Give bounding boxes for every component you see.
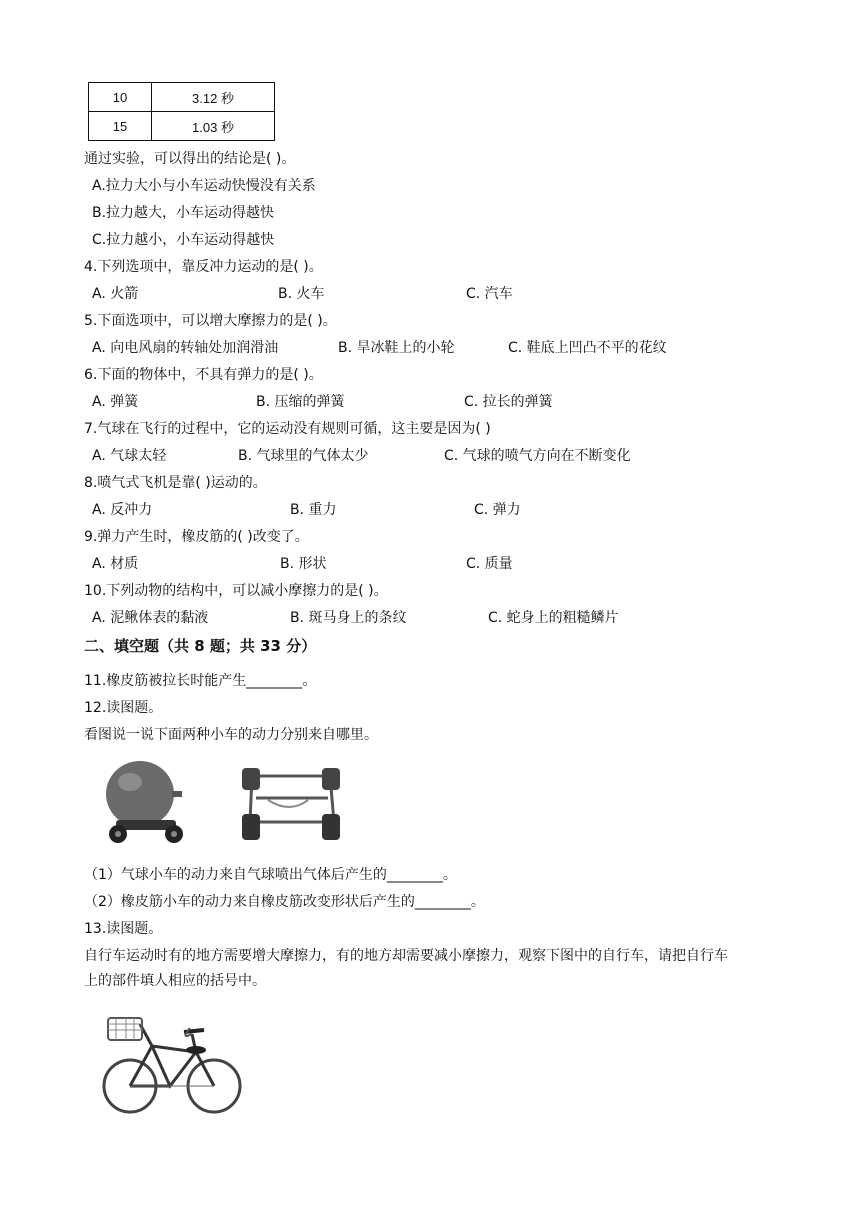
q5-option-c: C. 鞋底上凹凸不平的花纹 [508,340,667,356]
table-cell: 10 [89,83,152,112]
q9-stem: 9.弹力产生时，橡皮筋的( )改变了。 [84,529,309,545]
q5-option-a: A. 向电风扇的转轴处加润滑油 [92,340,279,356]
q9-option-a: A. 材质 [92,556,139,572]
q3-stem: 通过实验，可以得出的结论是( )。 [84,151,296,167]
q12-part-1: （1）气球小车的动力来自气球喷出气体后产生的________。 [84,867,457,883]
q6-option-a: A. 弹簧 [92,394,139,410]
q9-option-c: C. 质量 [466,556,513,572]
q4-option-a: A. 火箭 [92,286,139,302]
q10-option-b: B. 斑马身上的条纹 [290,610,407,626]
table-cell: 1.03 秒 [152,112,275,141]
section-title: 二、填空题（共 8 题；共 33 分） [84,637,317,655]
q12-description: 看图说一说下面两种小车的动力分别来自哪里。 [84,727,378,743]
q7-stem: 7.气球在飞行的过程中，它的运动没有规则可循，这主要是因为( ) [84,421,491,437]
q3-option-c: C.拉力越小，小车运动得越快 [92,232,275,248]
q10-stem: 10.下列动物的结构中，可以减小摩擦力的是( )。 [84,583,388,599]
q6-option-c: C. 拉长的弹簧 [464,394,553,410]
q6-option-b: B. 压缩的弹簧 [256,394,345,410]
q7-option-b: B. 气球里的气体太少 [238,448,369,464]
q4-stem: 4.下列选项中，靠反冲力运动的是( )。 [84,259,323,275]
q3-option-b: B.拉力越大，小车运动得越快 [92,205,275,221]
q8-option-b: B. 重力 [290,502,337,518]
q6-stem: 6.下面的物体中，不具有弹力的是( )。 [84,367,323,383]
table-cell: 3.12 秒 [152,83,275,112]
q9-option-b: B. 形状 [280,556,327,572]
q7-option-a: A. 气球太轻 [92,448,167,464]
q8-option-c: C. 弹力 [474,502,521,518]
table-row [89,83,275,112]
bicycle-image [100,1010,246,1118]
q4-option-c: C. 汽车 [466,286,513,302]
q10-option-c: C. 蛇身上的粗糙鳞片 [488,610,619,626]
q13-description-line1: 自行车运动时有的地方需要增大摩擦力，有的地方却需要减小摩擦力，观察下图中的自行车，请把自行车 [84,948,728,964]
table-row [89,112,275,141]
q5-option-b: B. 旱冰鞋上的小轮 [338,340,455,356]
q5-stem: 5.下面选项中，可以增大摩擦力的是( )。 [84,313,337,329]
q3-option-a: A.拉力大小与小车运动快慢没有关系 [92,178,316,194]
q12-stem: 12.读图题。 [84,700,163,716]
q8-option-a: A. 反冲力 [92,502,153,518]
q10-option-a: A. 泥鳅体表的黏液 [92,610,209,626]
data-table [88,82,275,141]
rubber-band-car-image [238,758,344,850]
q13-description-line2: 上的部件填人相应的括号中。 [84,973,266,989]
q13-stem: 13.读图题。 [84,921,163,937]
q7-option-c: C. 气球的喷气方向在不断变化 [444,448,631,464]
q11-stem: 11.橡皮筋被拉长时能产生________。 [84,673,317,689]
q8-stem: 8.喷气式飞机是靠( )运动的。 [84,475,267,491]
q12-part-2: （2）橡皮筋小车的动力来自橡皮筋改变形状后产生的________。 [84,894,485,910]
table-cell: 15 [89,112,152,141]
balloon-car-image [98,758,194,850]
q4-option-b: B. 火车 [278,286,325,302]
